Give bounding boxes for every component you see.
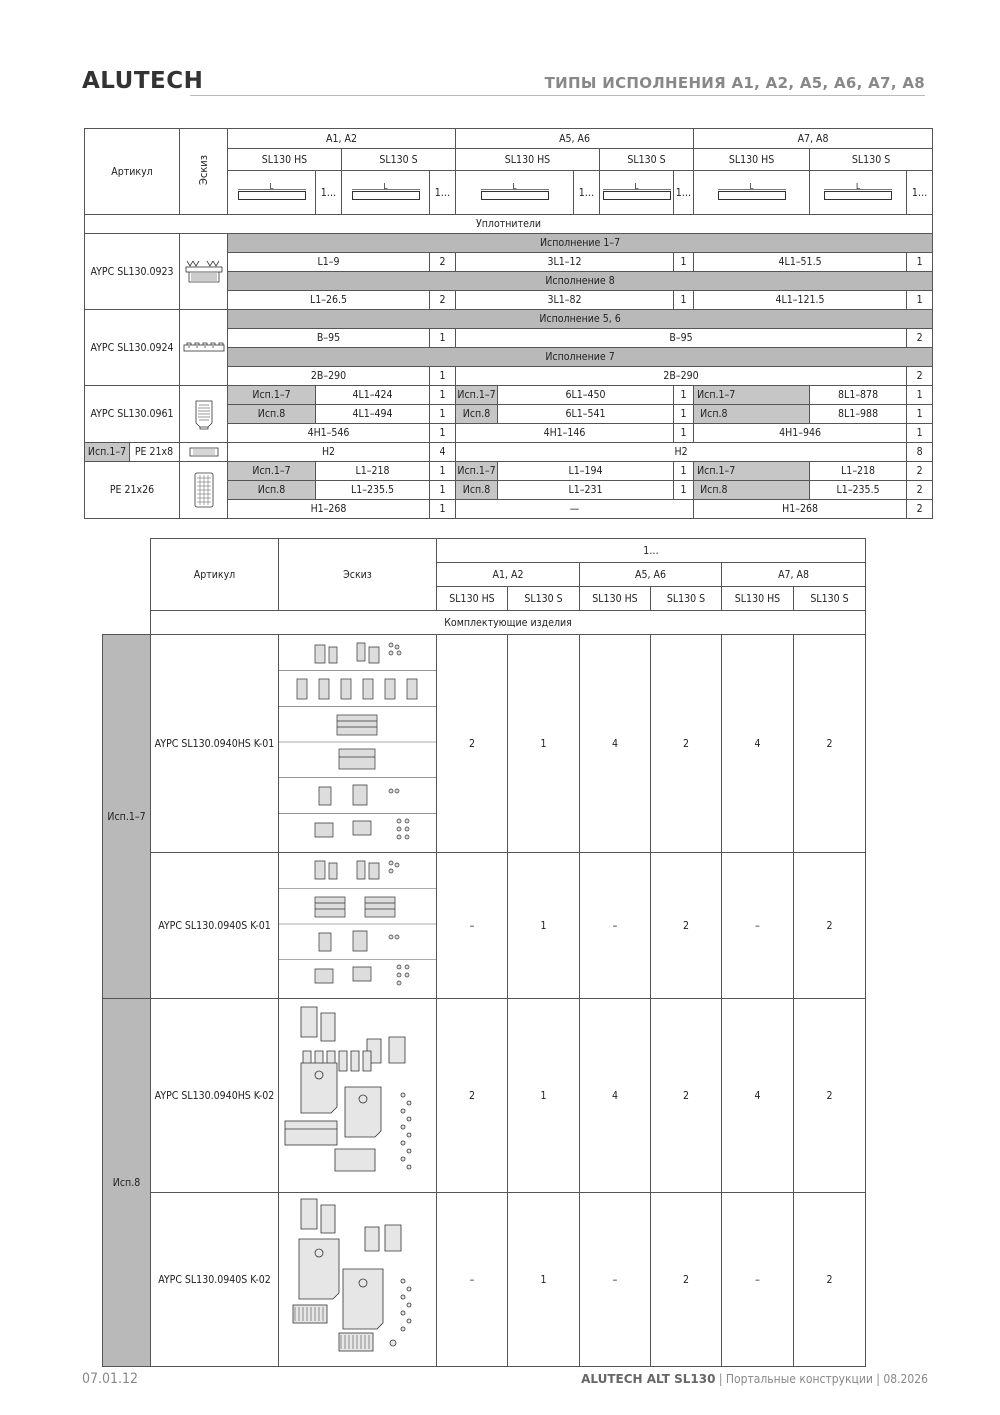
- cell-qty: 1: [674, 291, 694, 310]
- exec-tag: Исп.8: [228, 405, 316, 424]
- col-article-header: Артикул: [85, 129, 180, 215]
- sketch-kit-k02s-icon: [279, 1193, 437, 1367]
- article-pe21x8: PE 21x8: [134, 446, 174, 458]
- exec-tag: Исп.8: [456, 405, 498, 424]
- qty-cell: 2: [794, 1193, 866, 1367]
- cell-qty: 1: [430, 424, 456, 443]
- sub-s: SL130 S: [810, 149, 933, 171]
- exec-tag: Исп.8: [228, 481, 316, 500]
- qty-cell: –: [580, 1193, 651, 1367]
- cell-qty: 1: [430, 386, 456, 405]
- qty-cell: 2: [651, 1193, 722, 1367]
- sub-s: SL130 S: [794, 587, 866, 611]
- cell-value: 4L1–51.5: [694, 253, 907, 272]
- side-label-isp1-7: Исп.1–7: [103, 635, 151, 999]
- qty-cell: 4: [580, 999, 651, 1193]
- seals-table: [84, 128, 933, 519]
- cell-qty: 2: [907, 367, 933, 386]
- sub-hs: SL130 HS: [437, 587, 508, 611]
- cell-qty: 2: [907, 329, 933, 348]
- article-k01hs: AYPC SL130.0940HS K-01: [151, 635, 279, 853]
- length-icon: L: [694, 171, 810, 215]
- cell-qty: 1: [430, 462, 456, 481]
- qty-cell: –: [722, 853, 794, 999]
- section-seals: Уплотнители: [85, 215, 933, 234]
- footer-meta: | Портальные конструкции | 08.2026: [715, 1372, 928, 1386]
- exec-tag: Исп.1–7: [456, 462, 498, 481]
- cell-value: L1–9: [228, 253, 430, 272]
- footer-brand: ALUTECH ALT SL130: [581, 1372, 716, 1386]
- cell-value: L1–218: [810, 462, 907, 481]
- cell-value: 8L1–988: [810, 405, 907, 424]
- qty-label: 1…: [430, 171, 456, 215]
- cell-value: 4H1–146: [456, 424, 674, 443]
- qty-cell: –: [580, 853, 651, 999]
- cell-value: 4L1–121.5: [694, 291, 907, 310]
- cell-value: H2: [456, 443, 907, 462]
- qty-cell: –: [722, 1193, 794, 1367]
- cell-qty: 1: [907, 405, 933, 424]
- cell-qty: 1: [430, 405, 456, 424]
- article-0924: AYPC SL130.0924: [85, 310, 180, 386]
- sketch-kit-k01hs-icon: [279, 635, 437, 853]
- length-icon: L: [456, 171, 574, 215]
- exec-label: Исполнение 1–7: [228, 234, 933, 253]
- sketch-flat-seal-icon: [180, 443, 228, 462]
- cell-value: L1–194: [498, 462, 674, 481]
- cell-value: 2B–290: [456, 367, 907, 386]
- qty-label: 1…: [907, 171, 933, 215]
- brand-logo: ALUTECH: [82, 68, 204, 94]
- cell-qty: 8: [907, 443, 933, 462]
- exec-tag: Исп.1–7: [456, 386, 498, 405]
- qty-label: 1…: [574, 171, 600, 215]
- cell-value: B–95: [456, 329, 907, 348]
- qty-cell: 1: [508, 635, 580, 853]
- sketch-mesh-seal-icon: [180, 462, 228, 519]
- cell-value: H1–268: [694, 500, 907, 519]
- cell-qty: 2: [430, 291, 456, 310]
- article-k02s: AYPC SL130.0940S K-02: [151, 1193, 279, 1367]
- cell-value: L1–235.5: [810, 481, 907, 500]
- cell-value: 8L1–878: [810, 386, 907, 405]
- cell-qty: 2: [907, 500, 933, 519]
- sub-hs: SL130 HS: [722, 587, 794, 611]
- cell-qty: 2: [907, 462, 933, 481]
- qty-cell: 1: [508, 999, 580, 1193]
- exec-tag: Исп.1–7: [694, 386, 810, 405]
- qty-cell: 2: [794, 853, 866, 999]
- cell-qty: 1: [674, 405, 694, 424]
- cell-qty: 1: [674, 462, 694, 481]
- cell-qty: 2: [430, 253, 456, 272]
- qty-cell: 4: [722, 635, 794, 853]
- article-0961: AYPC SL130.0961: [85, 386, 180, 443]
- exec-tag: Исп.8: [694, 405, 810, 424]
- group-a5a6: A5, A6: [456, 129, 694, 149]
- sub-hs: SL130 HS: [456, 149, 600, 171]
- group-a7a8: A7, A8: [722, 563, 866, 587]
- qty-label: 1…: [674, 171, 694, 215]
- col-sketch-header: Эскиз: [279, 539, 437, 611]
- article-0923: AYPC SL130.0923: [85, 234, 180, 310]
- sub-hs: SL130 HS: [228, 149, 342, 171]
- exec-tag: Исп.1–7: [228, 386, 316, 405]
- sketch-brush-seal-icon: [180, 234, 228, 310]
- length-icon: L: [342, 171, 430, 215]
- components-table: [102, 538, 866, 1367]
- cell-value: L1–235.5: [316, 481, 430, 500]
- page-number: 07.01.12: [82, 1371, 139, 1387]
- article-k01s: AYPC SL130.0940S K-01: [151, 853, 279, 999]
- sub-s: SL130 S: [651, 587, 722, 611]
- length-icon: L: [810, 171, 907, 215]
- exec-label: Исполнение 8: [228, 272, 933, 291]
- col-article-header: Артикул: [151, 539, 279, 611]
- sketch-profile-seal-icon: [180, 386, 228, 443]
- cell-value: H1–268: [228, 500, 430, 519]
- qty-cell: 4: [580, 635, 651, 853]
- qty-label: 1…: [316, 171, 342, 215]
- exec-tag: Исп.8: [456, 481, 498, 500]
- cell-qty: 4: [430, 443, 456, 462]
- cell-value: —: [456, 500, 694, 519]
- cell-value: 2B–290: [228, 367, 430, 386]
- cell-qty: 1: [674, 481, 694, 500]
- sub-s: SL130 S: [600, 149, 694, 171]
- cell-value: 6L1–450: [498, 386, 674, 405]
- qty-header: 1…: [437, 539, 866, 563]
- qty-cell: 4: [722, 999, 794, 1193]
- group-a1a2: A1, A2: [228, 129, 456, 149]
- cell-value: 6L1–541: [498, 405, 674, 424]
- exec-tag: Исп.1–7: [228, 462, 316, 481]
- qty-cell: 1: [508, 853, 580, 999]
- cell-value: L1–231: [498, 481, 674, 500]
- qty-cell: 2: [437, 999, 508, 1193]
- sub-hs: SL130 HS: [580, 587, 651, 611]
- length-icon: L: [228, 171, 316, 215]
- cell-qty: 1: [674, 424, 694, 443]
- cell-value: H2: [228, 443, 430, 462]
- exec-tag: Исп.1–7: [85, 443, 130, 461]
- exec-tag: Исп.8: [694, 481, 810, 500]
- side-label-isp8: Исп.8: [103, 999, 151, 1367]
- col-sketch-header: Эскиз: [180, 129, 228, 215]
- qty-cell: 1: [508, 1193, 580, 1367]
- qty-cell: 2: [651, 999, 722, 1193]
- cell-value: L1–218: [316, 462, 430, 481]
- qty-cell: 2: [651, 853, 722, 999]
- exec-label: Исполнение 5, 6: [228, 310, 933, 329]
- cell-qty: 1: [430, 481, 456, 500]
- cell-value: 3L1–12: [456, 253, 674, 272]
- qty-cell: 2: [794, 999, 866, 1193]
- page-title: ТИПЫ ИСПОЛНЕНИЯ A1, A2, A5, A6, A7, A8: [544, 74, 925, 92]
- header-divider: [190, 95, 925, 96]
- exec-tag: Исп.1–7: [694, 462, 810, 481]
- cell-qty: 2: [907, 481, 933, 500]
- sketch-kit-k02hs-icon: [279, 999, 437, 1193]
- qty-cell: –: [437, 1193, 508, 1367]
- article-k02hs: AYPC SL130.0940HS K-02: [151, 999, 279, 1193]
- cell-qty: 1: [674, 386, 694, 405]
- cell-qty: 1: [907, 424, 933, 443]
- length-icon: L: [600, 171, 674, 215]
- qty-cell: 2: [651, 635, 722, 853]
- cell-value: 3L1–82: [456, 291, 674, 310]
- sub-hs: SL130 HS: [694, 149, 810, 171]
- cell-value: 4H1–946: [694, 424, 907, 443]
- cell-qty: 1: [430, 367, 456, 386]
- article-pe21x26: PE 21x26: [85, 462, 180, 519]
- cell-value: 4L1–424: [316, 386, 430, 405]
- cell-qty: 1: [907, 386, 933, 405]
- section-components: Комплектующие изделия: [151, 611, 866, 635]
- cell-value: B–95: [228, 329, 430, 348]
- group-a1a2: A1, A2: [437, 563, 580, 587]
- sub-s: SL130 S: [342, 149, 456, 171]
- qty-cell: –: [437, 853, 508, 999]
- cell-value: L1–26.5: [228, 291, 430, 310]
- cell-qty: 1: [430, 329, 456, 348]
- qty-cell: 2: [437, 635, 508, 853]
- footer-text: [581, 1372, 928, 1386]
- cell-qty: 1: [907, 253, 933, 272]
- sub-s: SL130 S: [508, 587, 580, 611]
- qty-cell: 2: [794, 635, 866, 853]
- cell-qty: 1: [674, 253, 694, 272]
- cell-qty: 1: [907, 291, 933, 310]
- cell-value: 4L1–494: [316, 405, 430, 424]
- group-a7a8: A7, A8: [694, 129, 933, 149]
- sketch-kit-k01s-icon: [279, 853, 437, 999]
- sketch-strip-seal-icon: [180, 310, 228, 386]
- cell-qty: 1: [430, 500, 456, 519]
- exec-label: Исполнение 7: [228, 348, 933, 367]
- cell-value: 4H1–546: [228, 424, 430, 443]
- group-a5a6: A5, A6: [580, 563, 722, 587]
